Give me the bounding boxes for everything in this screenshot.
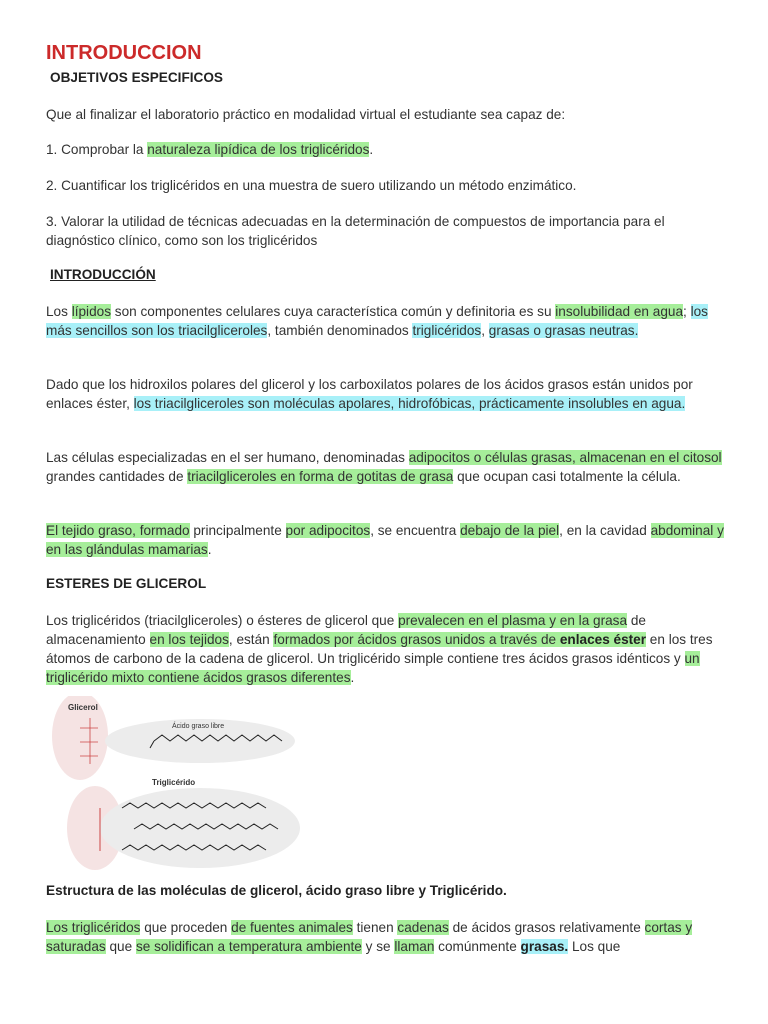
page-title: INTRODUCCION: [46, 42, 202, 64]
label-trigli: Triglicérido: [152, 778, 196, 787]
objective-3: 3. Valorar la utilidad de técnicas adecuadas en la determinación de compuestos de importancia para el diagnóstico clínico, como son los triglicéridos: [46, 214, 665, 248]
figure-caption: Estructura de las moléculas de glicerol, ácido graso libre y Triglicérido.: [46, 883, 507, 898]
objectives-heading: OBJETIVOS ESPECIFICOS: [50, 70, 223, 85]
objective-2: 2. Cuantificar los triglicéridos en una muestra de suero utilizando un método enzimático.: [46, 178, 577, 193]
section-heading-esteres: ESTERES DE GLICEROL: [46, 576, 207, 591]
paragraph-hidroxilos: Dado que los hidroxilos polares del glicerol y los carboxilatos polares de los ácidos grasos están unidos por enlaces éster, los triacilgliceroles son moléculas apolares, hidrofóbicas, prácticamente insolubles en agua.: [46, 377, 693, 411]
intro-line: Que al finalizar el laboratorio práctico en modalidad virtual el estudiante sea capaz de:: [46, 107, 566, 122]
molecule-figure: [50, 696, 300, 871]
highlight: naturaleza lipídica de los triglicéridos: [147, 142, 370, 157]
paragraph-lipidos: Los lípidos son componentes celulares cuya característica común y definitoria es su insolubilidad en agua; los más sencillos son los triacilgliceroles, también denominados triglicéridos, grasas o grasas neutras.: [46, 304, 708, 338]
label-acido: Ácido graso libre: [172, 723, 225, 730]
paragraph-celulas: Las células especializadas en el ser humano, denominadas adipocitos o células grasas, almacenan en el citosol grandes cantidades de triacilgliceroles en forma de gotitas de grasa que ocupan casi totalmente la célula.: [46, 450, 722, 484]
paragraph-esteres: Los triglicéridos (triacilgliceroles) o ésteres de glicerol que prevalecen en el plasma y en la grasa de almacenamiento en los tejidos, están formados por ácidos grasos unidos a través de enlaces éster en los tres átomos de carbono de la cadena de glicerol. Un triglicérido simple contiene tres ácidos grasos idénticos y un triglicérido mixto contiene ácidos grasos diferentes.: [46, 613, 713, 685]
section-heading-introduccion: INTRODUCCIÓN: [50, 267, 156, 282]
paragraph-fuentes: Los triglicéridos que proceden de fuentes animales tienen cadenas de ácidos grasos relativamente cortas y saturadas que se solidifican a temperatura ambiente y se llaman comúnmente grasas. Los que: [46, 920, 693, 954]
paragraph-tejido: El tejido graso, formado principalmente por adipocitos, se encuentra debajo de la piel, en la cavidad abdominal y en las glándulas mamarias.: [46, 523, 724, 557]
label-glicerol: Glicerol: [68, 703, 98, 712]
objective-1: 1. Comprobar la naturaleza lipídica de los triglicéridos.: [46, 142, 374, 157]
